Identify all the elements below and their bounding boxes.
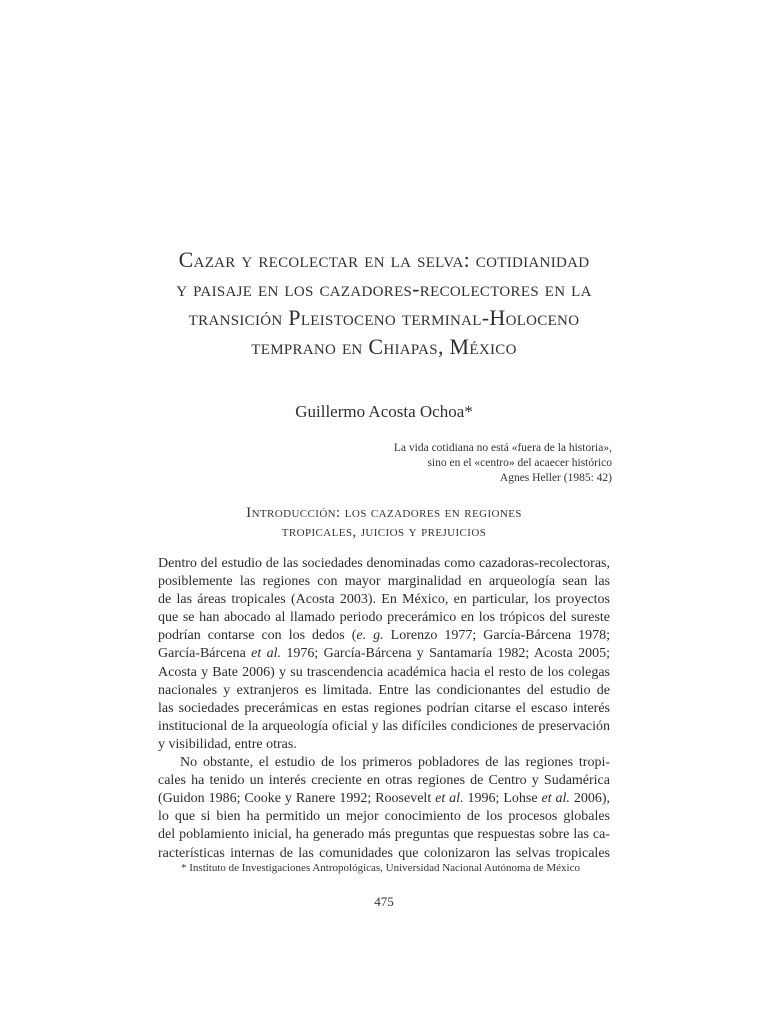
epigraph-attribution: Agnes Heller (1985: 42) (499, 472, 612, 484)
body-line: de las áreas tropicales (Acosta 2003). En México, en particular, los proyectos (158, 592, 610, 608)
body-italic-segment: e. g. (356, 628, 384, 644)
body-line: nacionales y extranjeros es limitada. Entre las condicionantes del estudio de (158, 682, 610, 698)
epigraph-line: sino en el «centro» del acaecer histórico (427, 457, 612, 469)
title-line: transición Pleistoceno terminal-Holoceno (188, 305, 580, 330)
body-italic-segment: et al. (251, 646, 282, 662)
body-text (158, 555, 610, 863)
body-line: Acosta y Bate 2006) y su trascendencia académica hacia el resto de los colegas (158, 664, 610, 680)
epigraph-line: La vida cotidiana no está «fuera de la historia», (393, 442, 612, 454)
body-text-segment: (Guidon 1986; Cooke y Ranere 1992; Roosevelt (158, 791, 436, 807)
body-line (158, 645, 610, 663)
body-line: institucional de la arqueología oficial y las difíciles condiciones de preservación (158, 718, 610, 734)
title-line: temprano en Chiapas, México (251, 334, 517, 359)
title-line: Cazar y recolectar en la selva: cotidianidad (178, 247, 590, 272)
body-line: que se han abocado al llamado periodo precerámico en los trópicos del sureste (158, 610, 610, 626)
body-text-segment: Lorenzo 1977; García-Bárcena 1978; (383, 628, 610, 644)
body-line: las sociedades precerámicas en estas regiones podrían citarse el escaso interés (158, 700, 610, 716)
section-heading-line: tropicales, juicios y prejuicios (281, 524, 487, 540)
body-line: y visibilidad, entre otras. (158, 736, 297, 752)
body-text-segment: podrían contarse con los dedos ( (158, 628, 357, 644)
section-heading-line: Introducción: los cazadores en regiones (246, 505, 522, 521)
body-line (158, 627, 610, 645)
body-line (158, 790, 610, 808)
body-line: Dentro del estudio de las sociedades denominadas como cazadoras-recolectoras, (158, 556, 610, 571)
body-line: lo que si bien ha permitido un mejor conocimiento de los procesos globales (158, 809, 610, 825)
body-italic-segment: et al. (541, 791, 570, 807)
body-text-segment: García-Bárcena (158, 646, 252, 662)
author-name: Guillermo Acosta Ochoa* (295, 402, 473, 421)
page-number: 475 (374, 894, 394, 909)
section-heading (0, 504, 768, 542)
body-italic-segment: et al. (435, 791, 464, 807)
body-text-segment: 1996; Lohse (463, 791, 542, 807)
body-line: del poblamiento inicial, ha generado más preguntas que respuestas sobre las ca- (158, 827, 610, 843)
body-line: posiblemente las regiones con mayor marginalidad en arqueología sean las (158, 574, 610, 590)
body-line: racterísticas internas de las comunidades que colonizaron las selvas tropicales (158, 845, 610, 861)
body-text-segment: 2006), (569, 791, 611, 807)
body-line: No obstante, el estudio de los primeros pobladores de las regiones tropi- (180, 755, 610, 771)
footnote: * Instituto de Investigaciones Antropológicas, Universidad Nacional Autónoma de México (181, 862, 580, 874)
body-line: cales ha tenido un interés creciente en otras regiones de Centro y Sudamérica (158, 773, 610, 789)
title-line: y paisaje en los cazadores-recolectores en la (176, 276, 592, 301)
article-title (100, 245, 668, 361)
epigraph (394, 441, 612, 486)
body-text-segment: 1976; García-Bárcena y Santamaría 1982; Acosta 2005; (281, 646, 610, 662)
